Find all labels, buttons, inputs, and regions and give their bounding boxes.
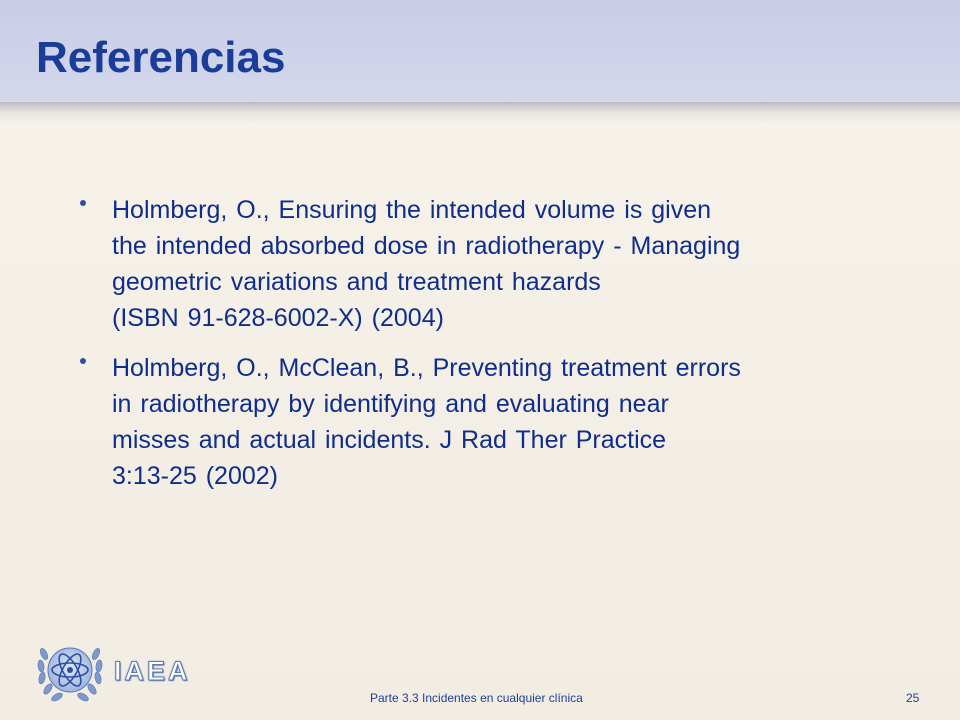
reference-text (112, 350, 892, 494)
title-band-shadow (0, 102, 960, 124)
reference-line: the intended absorbed dose in radiotherapy - Managing (112, 232, 741, 260)
bullet-dot-icon (80, 358, 86, 364)
reference-line: misses and actual incidents. J Rad Ther Practice (112, 426, 667, 454)
slide-title: Referencias (36, 33, 286, 82)
reference-item (72, 192, 892, 336)
bullet-dot-icon (80, 200, 86, 206)
reference-line: 3:13-25 (2002) (112, 462, 279, 490)
reference-line: geometric variations and treatment hazards (112, 268, 601, 296)
reference-line: (ISBN 91-628-6002-X) (2004) (112, 304, 444, 332)
organization-name: IAEA (114, 656, 191, 686)
reference-line: Holmberg, O., Ensuring the intended volume is given (112, 196, 712, 224)
reference-line: in radiotherapy by identifying and evaluating near (112, 390, 669, 418)
reference-line: Holmberg, O., McClean, B., Preventing treatment errors (112, 354, 741, 382)
reference-text (112, 192, 892, 336)
iaea-emblem-icon (34, 634, 106, 708)
footer-course-text: Parte 3.3 Incidentes en cualquier clínica (370, 691, 583, 705)
reference-item (72, 350, 892, 494)
page-number: 25 (906, 691, 920, 705)
references-list (72, 192, 892, 508)
